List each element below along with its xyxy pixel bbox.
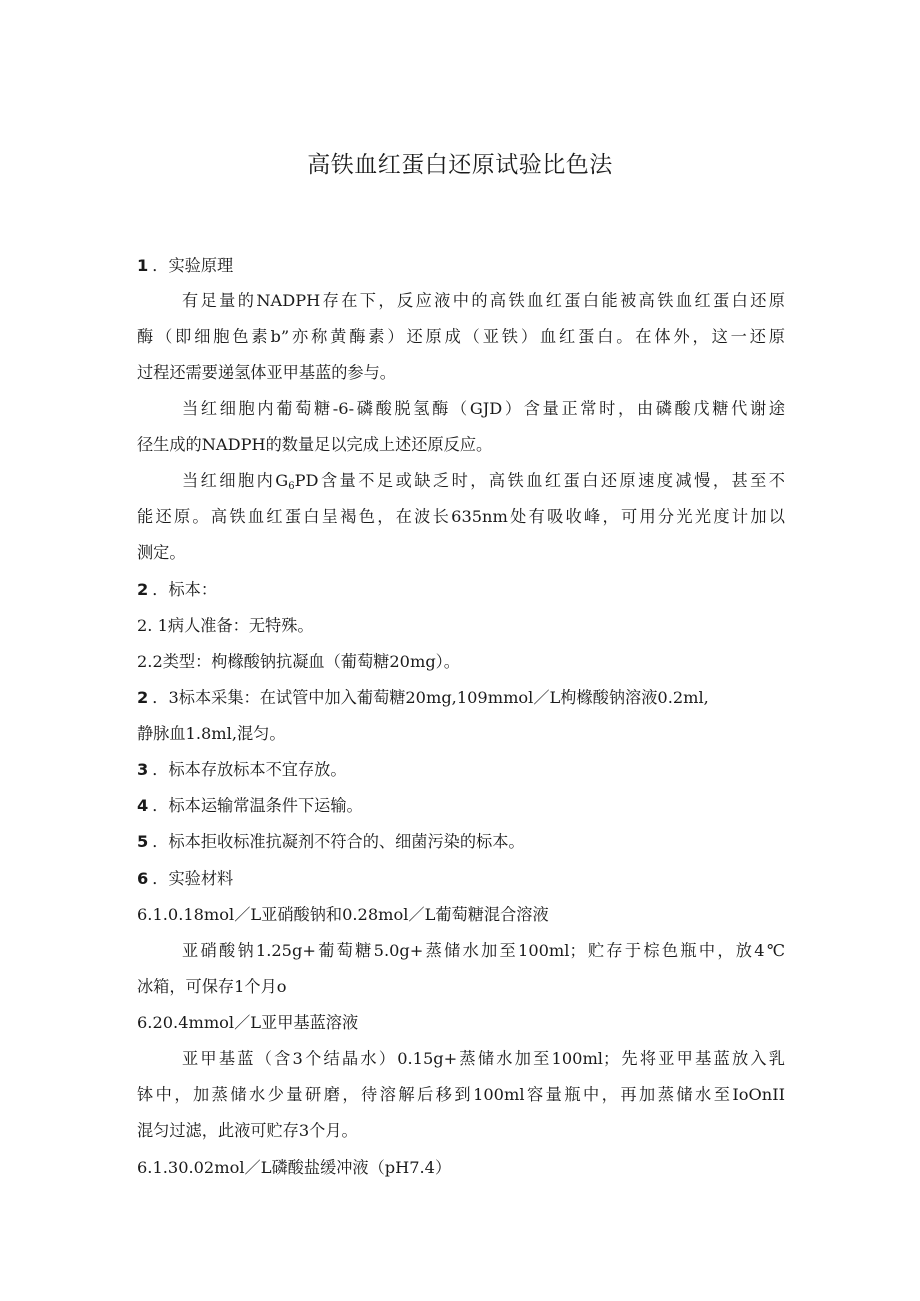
specimen-preparation: 2. 1病人准备：无特殊。 (137, 616, 314, 635)
text-segment: PD含量不足或缺乏时，高铁血红蛋白还原速度减慢，甚至不 (294, 471, 785, 490)
section-number: 3 (137, 760, 149, 779)
material-3-heading: 6.1.30.02mol／L磷酸盐缓冲液（pH7.4） (137, 1158, 452, 1177)
principle-paragraph-1-line-1: 有足量的NADPH存在下，反应液中的高铁血红蛋白能被高铁血红蛋白还原 (182, 291, 785, 310)
material-1-line-1: 亚硝酸钠1.25g+葡萄糖5.0g+蒸储水加至100ml；贮存于棕色瓶中，放4℃ (182, 941, 785, 960)
section-number: 2 (137, 580, 149, 599)
section-label: ．标本运输常温条件下运输。 (152, 796, 363, 815)
text-segment: 当红细胞内G (182, 471, 289, 490)
principle-paragraph-3-line-3: 测定。 (137, 543, 186, 562)
section-6-heading (137, 867, 233, 891)
section-number: 2 (137, 688, 149, 707)
section-label: ．标本拒收标准抗凝剂不符合的、细菌污染的标本。 (152, 832, 525, 851)
text-segment: ．3标本采集：在试管中加入葡萄糖20mg,109mmol／L枸橼酸钠溶液0.2ml, (152, 688, 709, 707)
section-label: ．标本： (152, 580, 218, 599)
material-2-line-1: 亚甲基蓝（含3个结晶水）0.15g+蒸储水加至100ml；先将亚甲基蓝放入乳 (182, 1049, 785, 1068)
principle-paragraph-1-line-3: 过程还需要递氢体亚甲基蓝的参与。 (137, 363, 396, 382)
specimen-type: 2.2类型：枸橼酸钠抗凝血（葡萄糖20mg）。 (137, 652, 460, 671)
section-2-heading (137, 578, 217, 602)
section-3-heading (137, 758, 347, 782)
section-number: 4 (137, 796, 149, 815)
section-number: 6 (137, 869, 149, 888)
material-2-line-2: 钵中，加蒸储水少量研磨，待溶解后移到100ml容量瓶中，再加蒸储水至IoOnII (137, 1085, 785, 1104)
section-label: ．标本存放标本不宜存放。 (152, 760, 347, 779)
specimen-collection-line-2: 静脉血1.8ml,混匀。 (137, 724, 286, 743)
section-number: 1 (137, 256, 149, 275)
page-title: 高铁血红蛋白还原试验比色法 (307, 152, 613, 178)
section-label: ．实验原理 (152, 256, 234, 275)
principle-paragraph-2-line-1: 当红细胞内葡萄糖-6-磷酸脱氢酶（GJD）含量正常时，由磷酸戊糖代谢途 (182, 399, 785, 418)
material-2-heading: 6.20.4mmol／L亚甲基蓝溶液 (137, 1013, 359, 1032)
principle-paragraph-1-line-2: 酶（即细胞色素b”亦称黄酶素）还原成（亚铁）血红蛋白。在体外，这一还原 (137, 327, 785, 346)
specimen-collection-line-1 (137, 686, 709, 710)
material-1-line-2: 冰箱，可保存1个月o (137, 977, 287, 996)
principle-paragraph-2-line-2: 径生成的NADPH的数量足以完成上述还原反应。 (137, 435, 493, 454)
section-5-heading (137, 830, 525, 854)
material-1-heading: 6.1.0.18mol／L亚硝酸钠和0.28mol／L葡萄糖混合溶液 (137, 905, 549, 924)
section-label: ．实验材料 (152, 869, 234, 888)
section-number: 5 (137, 832, 149, 851)
section-1-heading (137, 254, 233, 278)
material-2-line-3: 混匀过滤，此液可贮存3个月。 (137, 1121, 358, 1140)
subscript: 6 (288, 481, 295, 492)
section-4-heading (137, 794, 363, 818)
principle-paragraph-3-line-1 (182, 469, 785, 493)
principle-paragraph-3-line-2: 能还原。高铁血红蛋白呈褐色，在波长635nm处有吸收峰，可用分光光度计加以 (137, 507, 785, 526)
